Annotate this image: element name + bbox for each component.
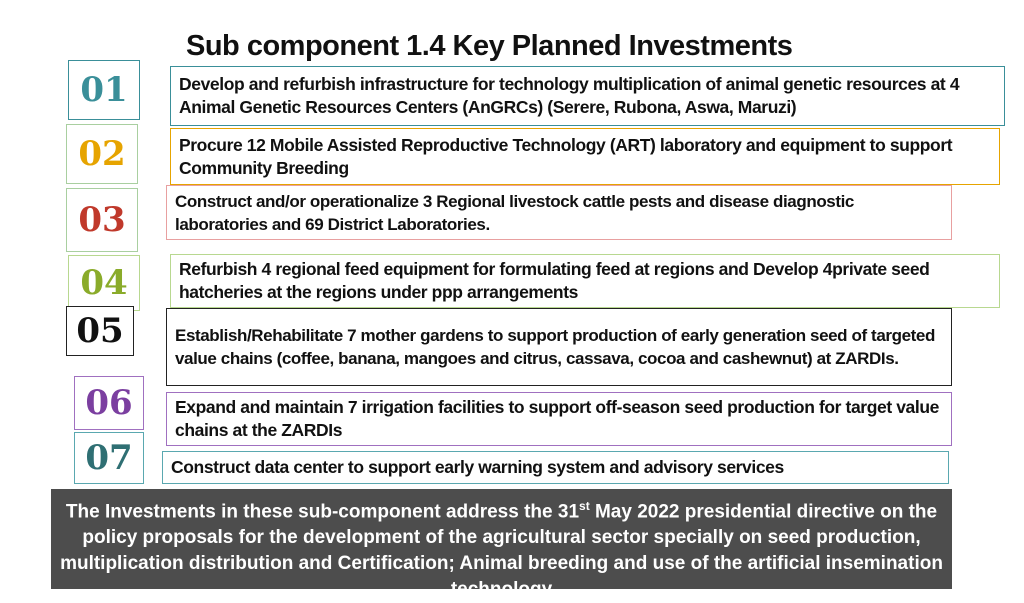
investment-item-06 — [166, 392, 952, 446]
number-badge-06 — [74, 376, 144, 430]
number-07: 07 — [85, 438, 133, 478]
investment-text-04: Refurbish 4 regional feed equipment for formulating feed at regions and Develop 4private seed hatcheries at the regions under ppp arrangements — [179, 259, 930, 302]
number-badge-02 — [66, 124, 138, 184]
number-06: 06 — [85, 383, 133, 423]
number-badge-01 — [68, 60, 140, 120]
investment-text-03: Construct and/or operationalize 3 Regional livestock cattle pests and disease diagnostic laboratories and 69 District Laboratories. — [175, 191, 854, 234]
number-03: 03 — [78, 200, 126, 240]
number-badge-04 — [68, 255, 140, 311]
investment-item-01 — [170, 66, 1005, 126]
directive-superscript: st — [579, 499, 590, 513]
investment-text-05: Establish/Rehabilitate 7 mother gardens to support production of early generation seed of targeted value chains (coffee, banana, mangoes and citrus, cassava, cocoa and cashewnut) at ZARDIs. — [175, 326, 935, 368]
investment-item-05 — [166, 308, 952, 386]
investment-item-07 — [162, 451, 949, 484]
investment-text-01: Develop and refurbish infrastructure for technology multiplication of animal genetic resources at 4 Animal Genetic Resources Centers (AnGRCs) (Serere, Rubona, Aswa, Maruzi) — [179, 74, 960, 117]
directive-text-part2: May 2022 presidential directive on the policy proposals for the development of the agricultural sector specially on seed production, multiplication distribution and Certification; Animal breeding and use of the artificial insemination technology — [60, 501, 943, 601]
directive-text-part1: The Investments in these sub-component address the 31 — [65, 501, 580, 523]
number-badge-07 — [74, 432, 144, 484]
investment-text-02: Procure 12 Mobile Assisted Reproductive Technology (ART) laboratory and equipment to support Community Breeding — [179, 134, 953, 178]
number-badge-05 — [66, 306, 134, 356]
number-01: 01 — [80, 70, 128, 110]
investment-text-07: Construct data center to support early warning system and advisory services — [171, 457, 784, 477]
investment-item-04 — [170, 254, 1000, 308]
investment-item-02 — [170, 128, 1000, 185]
page-title: Sub component 1.4 Key Planned Investments — [186, 30, 793, 62]
number-04: 04 — [80, 263, 128, 303]
number-02: 02 — [78, 134, 126, 174]
number-05: 05 — [76, 311, 124, 351]
directive-banner — [51, 489, 952, 601]
number-badge-03 — [66, 188, 138, 252]
investment-item-03 — [166, 185, 952, 240]
investment-text-06: Expand and maintain 7 irrigation facilities to support off-season seed production for target value chains at the ZARDIs — [175, 397, 939, 440]
